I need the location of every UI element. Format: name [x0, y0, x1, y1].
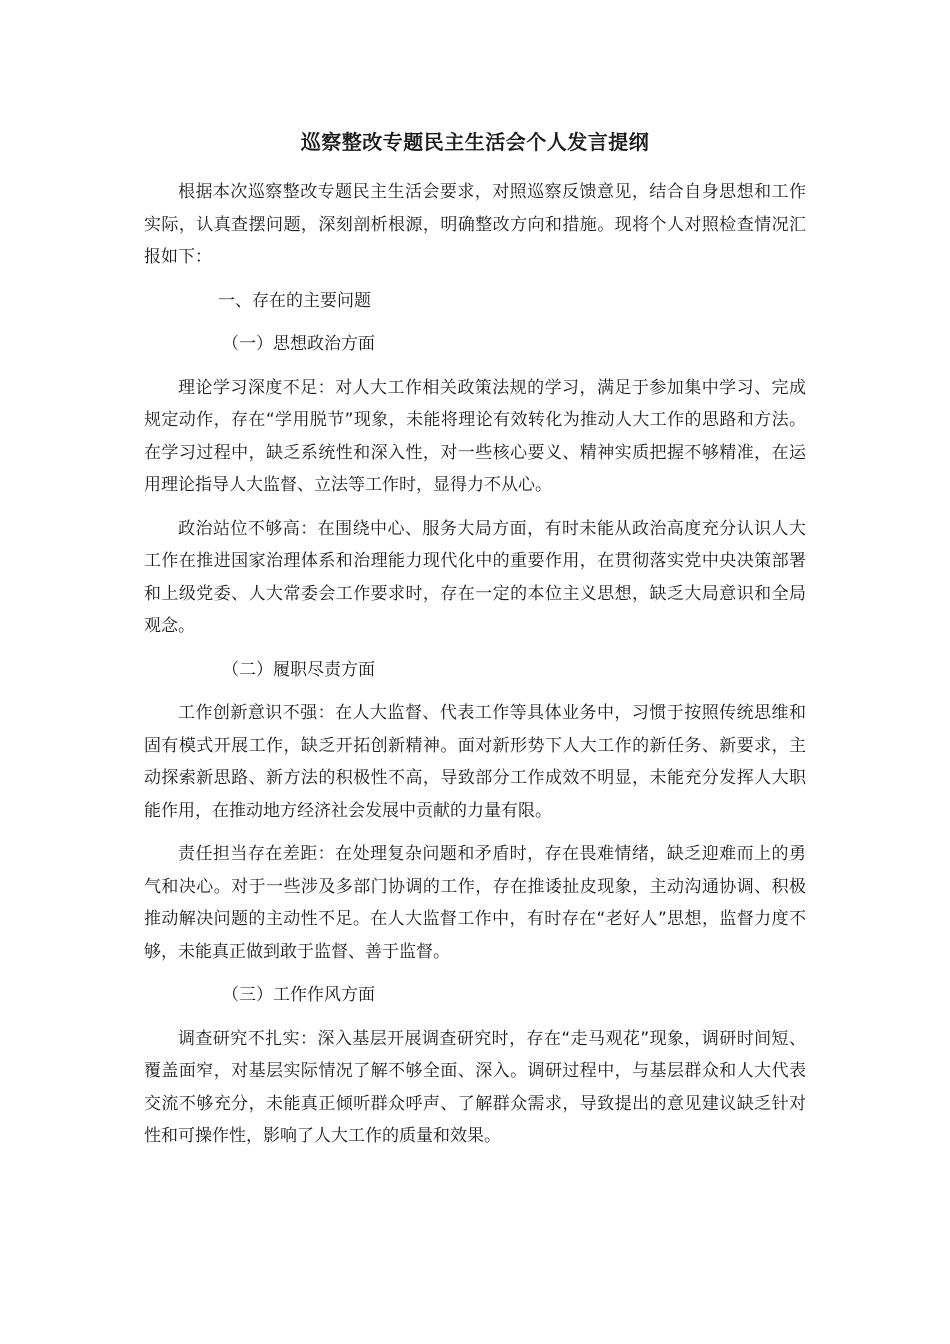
document-body — [144, 176, 806, 1164]
section-heading-problems: 一、存在的主要问题 — [218, 290, 371, 311]
intro-paragraph: 根据本次巡察整改专题民主生活会要求，对照巡察反馈意见，结合自身思想和工作实际，认真查摆问题，深刻剖析根源，明确整改方向和措施。现将个人对照检查情况汇报如下： — [144, 182, 806, 267]
paragraph-research: 调查研究不扎实：深入基层开展调查研究时，存在“走马观花”现象，调研时间短、覆盖面窄，对基层实际情况了解不够全面、深入。调研过程中，与基层群众和人大代表交流不够充分，未能真正倾听群众呼声、了解群众需求，导致提出的意见建议缺乏针对性和可操作性，影响了人大工作的质量和效果。 — [144, 1028, 806, 1146]
subheading-ideology-politics: （一）思想政治方面 — [222, 334, 375, 354]
paragraph-innovation: 工作创新意识不强：在人大监督、代表工作等具体业务中，习惯于按照传统思维和固有模式开展工作，缺乏开拓创新精神。面对新形势下人大工作的新任务、新要求，主动探索新思路、新方法的积极性不高，导致部分工作成效不明显，未能充分发挥人大职能作用，在推动地方经济社会发展中贡献的力量有限。 — [144, 703, 806, 821]
subheading-work-style: （三）工作作风方面 — [222, 985, 375, 1005]
subheading-duty-performance: （二）履职尽责方面 — [222, 659, 375, 680]
document-title: 巡察整改专题民主生活会个人发言提纲 — [300, 130, 650, 154]
paragraph-responsibility: 责任担当存在差距：在处理复杂问题和矛盾时，存在畏难情绪，缺乏迎难而上的勇气和决心。对于一些涉及多部门协调的工作，存在推诿扯皮现象，主动沟通协调、积极推动解决问题的主动性不足。在人大监督工作中，有时存在“老好人”思想，监督力度不够，未能真正做到敢于监督、善于监督。 — [144, 844, 806, 962]
paragraph-political-stance: 政治站位不够高：在围绕中心、服务大局方面，有时未能从政治高度充分认识人大工作在推进国家治理体系和治理能力现代化中的重要作用，在贯彻落实党中央决策部署和上级党委、人大常委会工作要求时，存在一定的本位主义思想，缺乏大局意识和全局观念。 — [144, 518, 806, 636]
paragraph-theory-study: 理论学习深度不足：对人大工作相关政策法规的学习，满足于参加集中学习、完成规定动作，存在“学用脱节”现象，未能将理论有效转化为推动人大工作的思路和方法。在学习过程中，缺乏系统性和深入性，对一些核心要义、精神实质把握不够精准，在运用理论指导人大监督、立法等工作时，显得力不从心。 — [144, 377, 806, 495]
